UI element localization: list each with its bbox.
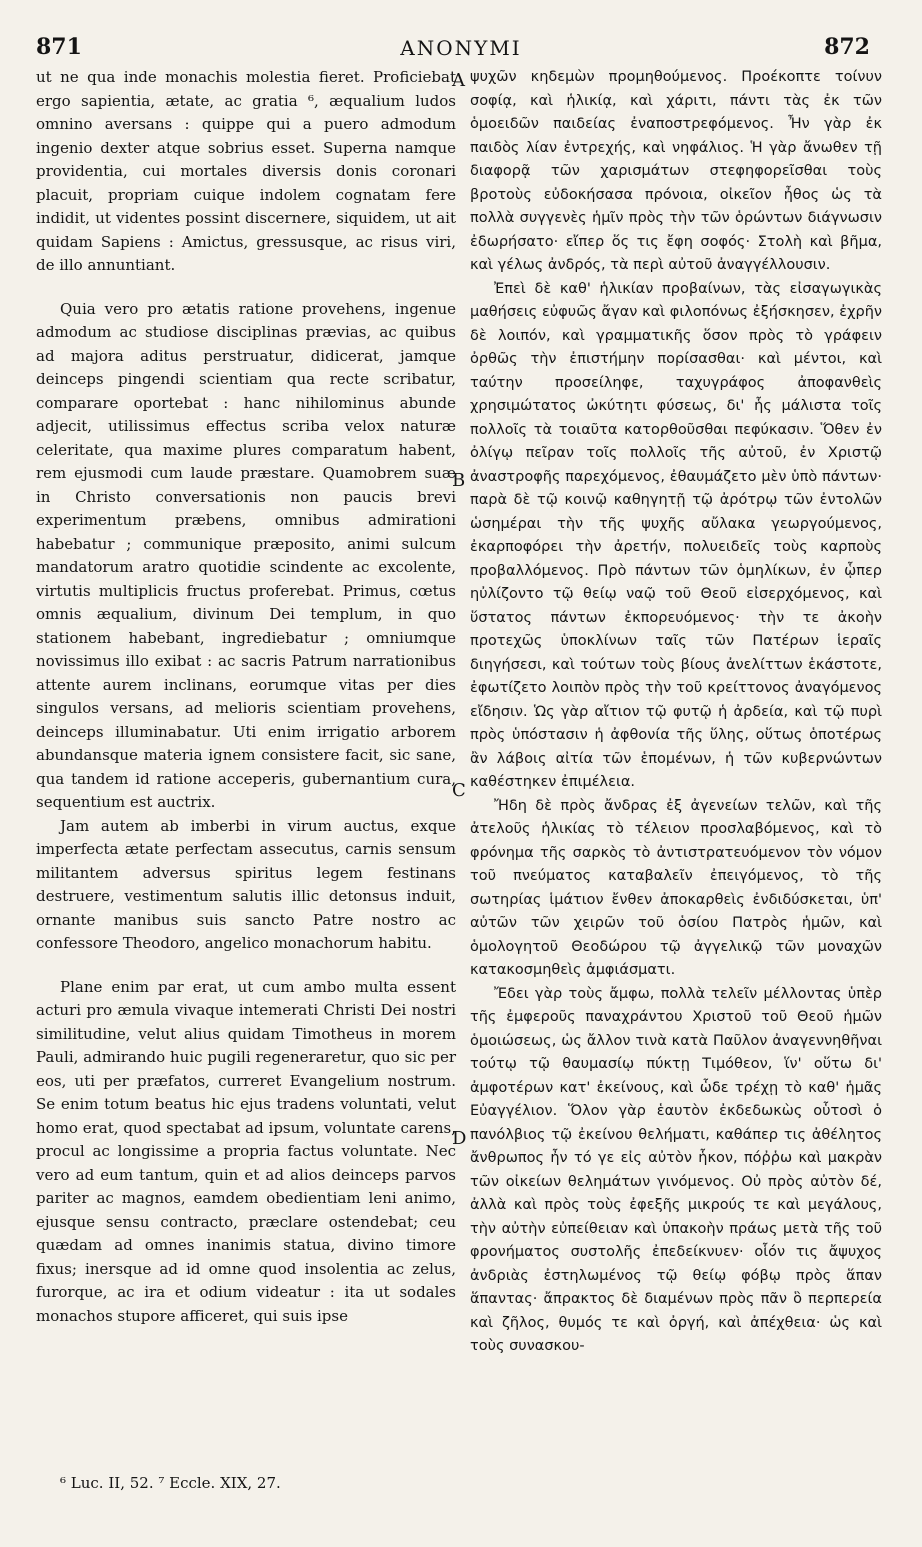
margin-marker: D	[452, 1128, 467, 1149]
greek-paragraph: Ἤδη δὲ πρὸς ἄνδρας ἐξ ἀγενείων τελῶν, καὶ τῆς ἀτελοῦς ἡλικίας τὸ τέλειον προσλαβόμενος, καὶ τὸ φρόνημα τῆς σαρκὸς τὸ ἀντιστρατευόμενον τὸν νόμον τοῦ πνεύματος καταβαλεῖν ἐπειγόμενος, τὸ τῆς σωτηρίας ἱμάτιον ἔνθεν ἀποκαρθεὶς ἐνδιδύσκεται, ὑπ' αὐτῶν τῶν χειρῶν τοῦ ὁσίου Πατρὸς ἡμῶν, καὶ ὁμολογητοῦ Θεοδώρου τῷ ἀγγελικῷ τῶν μοναχῶν κατακοσμηθεὶς ἀμφιάσματι.	[470, 797, 882, 978]
greek-column	[470, 66, 882, 1359]
running-title: ANONYMI	[400, 36, 522, 60]
margin-markers	[452, 0, 470, 1547]
margin-marker: B	[452, 470, 466, 491]
greek-paragraph: Ἐπεὶ δὲ καθ' ἡλικίαν προβαίνων, τὰς εἰσαγωγικὰς μαθήσεις εὐφυῶς ἄγαν καὶ φιλοπόνως ἐξήσκησεν, ἐχρῆν δὲ λοιπόν, καὶ γραμματικῆς ὅσον πρὸς τὸ γράφειν ὀρθῶς τὴν ἐπιστήμην πορίσασθαι· καὶ μέντοι, καὶ ταύτην προσείληφε, ταχυγράφος ἀποφανθεὶς χρησιμώτατος ὠκύτητι φύσεως, δι' ἧς μάλιστα τοῖς πολλοῖς τὰ τοιαῦτα κατορθοῦσθαι πεφύκασιν. Ὅθεν ἐν ὀλίγῳ πεῖραν τοῖς πολλοῖς τῆς αὐτοῦ, ἐν Χριστῷ ἀναστροφῆς παρεχόμενος, ἐθαυμάζετο μὲν ὑπὸ πάντων· παρὰ δὲ τῷ κοινῷ καθηγητῇ τῷ ἀρότρῳ τῶν ἐντολῶν ὡσημέραι τὴν τῆς ψυχῆς αὔλακα γεωργούμενος, ἐκαρποφόρει τὴν ἀρετήν, πολυειδεῖς τοὺς καρποὺς προβαλλόμενος. Πρὸ πάντων τῶν ὁμηλίκων, ἐν ᾧπερ ηὐλίζοντο τῷ θείῳ ναῷ τοῦ Θεοῦ εἰσερχόμενος, καὶ ὕστατος πάντων ἐκπορευόμενος· τὴν τε ἀκοὴν προτεχῶς ὑποκλίνων ταῖς τῶν Πατέρων ἱεραῖς διηγήσεσι, καὶ τούτων τοὺς βίους ἀνελίττων ἑκάστοτε, ἐφωτίζετο λοιπὸν πρὸς τὴν τοῦ κρείττονος ἀναγόμενος εἴδησιν. Ὡς γὰρ αἴτιον τῷ φυτῷ ἡ ἀρδεία, καὶ τῷ πυρὶ πρὸς ὑπόστασιν ἡ ἀφθονία τῆς ὕλης, οὕτως ὁποτέρως ἂν λάβοις αἰτία τῶν ἑπομένων, ἡ τῶν κυβερνώντων καθέστηκεν ἐπιμέλεια.	[470, 280, 882, 790]
latin-column	[36, 66, 456, 1328]
margin-marker: C	[452, 780, 466, 801]
page-number-left: 871	[36, 34, 82, 60]
latin-paragraph: Plane enim par erat, ut cum ambo multa essent acturi pro æmula vivaque intemerati Christi Dei nostri similitudine, velut alius quidam Timotheus in morem Pauli, admirando huic pugili regeneraretur, quo sic per eos, uti per præfatos, curreret Evangelium nostrum. Se enim totum beatus hic ejus tradens voluntati, velut homo erat, quod spectabat ad ipsum, voluntate carens, procul ac longissime a propria factus voluntate. Nec vero ad eum tantum, quin et ad alios deinceps parvos pariter ac magnos, eamdem obedientiam leni animo, ejusque sensu contracto, præclare ostendebat; ceu quædam ad omnes inanimis statua, divino timore fixus; inersque ad id omne quod insolentia ac zelus, furorque, ac ira et odium videatur : ita ut sodales monachos stupore afficeret, qui suis ipse	[36, 977, 456, 1325]
page-number-right: 872	[824, 34, 870, 60]
margin-marker: A	[452, 70, 465, 91]
footnotes: ⁶ Luc. II, 52. ⁷ Eccle. XIX, 27.	[60, 1474, 281, 1492]
greek-paragraph: ψυχῶν κηδεμὼν προμηθούμενος. Προέκοπτε τοίνυν σοφίᾳ, καὶ ἡλικίᾳ, καὶ χάριτι, πάντι τὰς ἐκ τῶν ὁμοειδῶν παιδείας ἐναποστρεφόμενος. Ἦν γὰρ ἐκ παιδὸς λίαν ἐντρεχής, καὶ νηφάλιος. Ἡ γὰρ ἄνωθεν τῇ διαφορᾷ τῶν χαρισμάτων στεφηφορεῖσθαι τοὺς βροτοὺς εὐδοκήσασα πρόνοια, οἰκεῖον ἦθος ὡς τὰ πολλὰ συγγενὲς ἡμῖν πρὸς τὴν τῶν ὁρώντων διάγνωσιν ἐδωρήσατο· εἴπερ ὅς τις ἔφη σοφός· Στολὴ καὶ βῆμα, καὶ γέλως ἀνδρός, τὰ περὶ αὐτοῦ ἀναγγέλλουσιν.	[470, 69, 882, 273]
greek-paragraph: Ἔδει γὰρ τοὺς ἄμφω, πολλὰ τελεῖν μέλλοντας ὑπὲρ τῆς ἐμφεροῦς παναχράντου Χριστοῦ τοῦ Θεοῦ ἡμῶν ὁμοιώσεως, ὡς ἄλλον τινὰ κατὰ Παῦλον ἀναγεννηθῆναι τούτῳ τῷ θαυμασίῳ πύκτῃ Τιμόθεον, ἵν' οὕτω δι' ἀμφοτέρων κατ' ἐκείνους, καὶ ὧδε τρέχῃ τὸ καθ' ἡμᾶς Εὐαγγέλιον. Ὅλον γὰρ ἑαυτὸν ἐκδεδωκὼς οὗτοσὶ ὁ πανόλβιος τῷ ἐκείνου θελήματι, καθάπερ τις ἀθέλητος ἄνθρωπος ἦν τό γε εἰς αὐτὸν ἧκον, πόῤῥω καὶ μακρὰν τῶν οἰκείων θελημάτων γινόμενος. Οὐ πρὸς αὐτὸν δέ, ἀλλὰ καὶ πρὸς τοὺς ἐφεξῆς μικρούς τε καὶ μεγάλους, τὴν αὐτὴν εὐπείθειαν καὶ ὑπακοὴν πράως μετὰ τῆς τοῦ φρονήματος συστολῆς ἐπεδείκνυεν· οἷόν τις ἄψυχος ἀνδριὰς ἐστηλωμένος τῷ θείῳ φόβῳ πρὸς ἅπαν ἅπαντας· ἄπρακτος δὲ διαμένων πρὸς πᾶν ὃ περπερεία καὶ ζῆλος, θυμός τε καὶ ὀργή, καὶ ἀπέχθεια· ὡς καὶ τοὺς συνασκου-	[470, 985, 882, 1354]
latin-paragraph: Jam autem ab imberbi in virum auctus, exque imperfecta ætate perfectam assecutus, carnis sensum militantem adversus spiritus legem festinans destruere, vestimentum salutis illic detonsus induit, ornante manibus suis sancto Patre nostro ac confessore Theodoro, angelico monachorum habitu.	[36, 816, 456, 952]
latin-paragraph: Quia vero pro ætatis ratione provehens, ingenue admodum ac studiose disciplinas prævias, ac quibus ad majora aditus perstruatur, didicerat, jamque deinceps pingendi scientiam qua recte scribatur, comparare oportebat : hanc nihilominus abunde adjecit, utilissimus effectus scriba velox naturæ celeritate, qua maxime plures comparatum habent, rem ejusmodi cum laude præstare. Quamobrem suæ in Christo conversationis non paucis brevi experimentum præbens, omnibus admirationi habebatur ; communique præposito, animi sulcum mandatorum aratro quotidie scindente ac excolente, virtutis multiplicis fructus proferebat. Primus, cœtus omnis æqualium, divinum Dei templum, in quo stationem habebant, ingrediebatur ; omniumque novissimus illo exibat : ac sacris Patrum narrationibus attente aurem inclinans, eorumque vitas per dies singulos versans, ad melioris scientiam provehens, deinceps illuminabatur. Uti enim irrigatio arborem abundansque materia ignem consistere facit, sic sane, qua tandem id ratione acceperis, gubernantium cura, sequentium est auctrix.	[36, 299, 456, 811]
latin-paragraph: ut ne qua inde monachis molestia fieret. Proficiebat ergo sapientia, ætate, ac gratia ⁶, æqualium ludos omnino aversans : quippe qui a puero admodum ingenio dexter atque sobrius esset. Superna namque providentia, cui mortales diversis donis coronari placuit, propriam cuique indolem cognatam fere indidit, ut videntes possint discernere, siquidem, ut ait quidam Sapiens : Amictus, gressusque, ac risus viri, de illo annuntiant.	[36, 68, 456, 274]
